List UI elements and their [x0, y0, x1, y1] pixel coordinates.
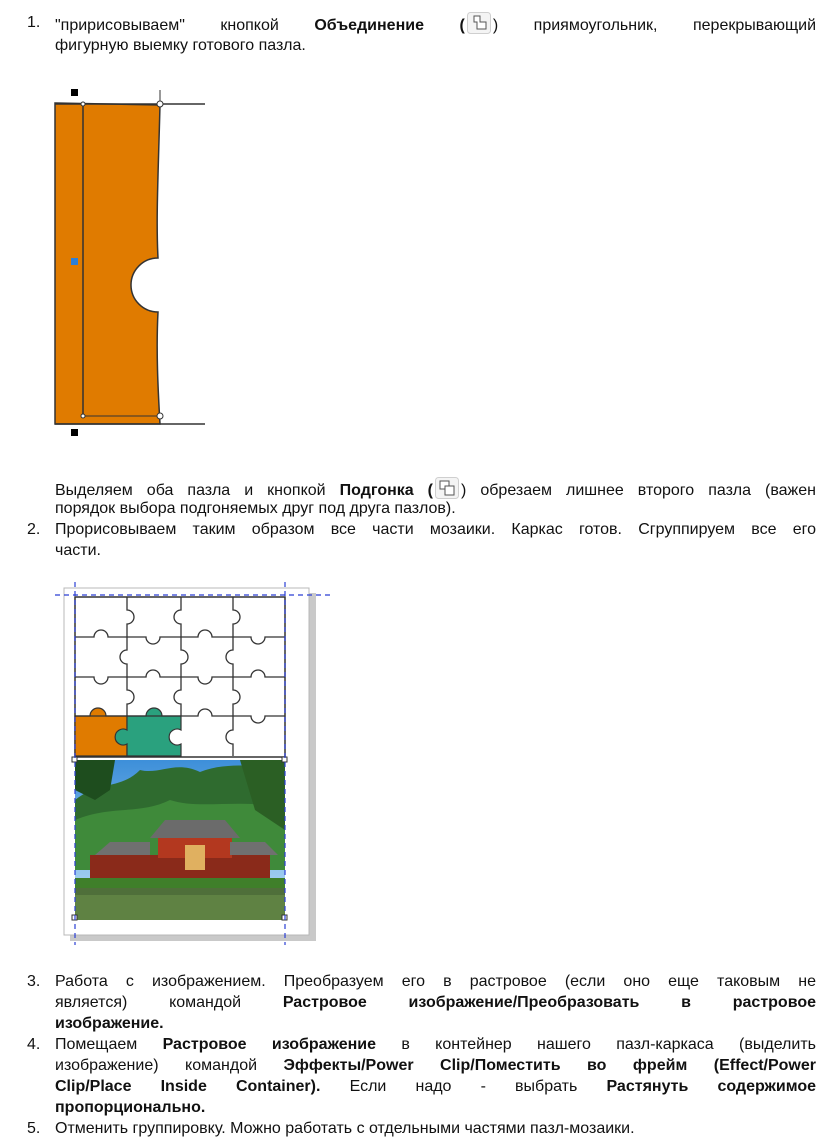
list-number-2: 2. [27, 521, 41, 538]
item1-line1: "пририсовываем" кнопкой Объединение ( ) приямоугольник, перекрывающий [55, 12, 816, 36]
orange-puzzle-piece [55, 103, 160, 424]
item4-line3: Clip/Place Inside Container). Если надо - выбрать Растянуть содержимое [55, 1078, 816, 1095]
trim-icon [435, 477, 459, 499]
temple-photo [75, 760, 285, 920]
selection-handle-bottom [71, 429, 78, 436]
selection-handle-top [71, 89, 78, 96]
list-number-1: 1. [27, 14, 41, 31]
fit-line2: порядок выбора подгоняемых друг под друга пазлов). [55, 500, 456, 517]
fit-line1: Выделяем оба пазла и кнопкой Подгонка ( ) обрезаем лишнее второго пазла (важен [55, 477, 816, 501]
list-number-5: 5. [27, 1120, 41, 1137]
item4-line1: Помещаем Растровое изображение в контейнер нашего пазл-каркаса (выделить [55, 1036, 816, 1053]
selection-handle-mid [71, 258, 78, 265]
item3-line1: Работа с изображением. Преобразуем его в растровое (если оно еще таковым не [55, 973, 816, 990]
item4-line2: изображение) командой Эффекты/Power Clip/Поместить во фрейм (Effect/Power [55, 1057, 816, 1074]
combine-icon [467, 12, 491, 34]
item5-line1: Отменить группировку. Можно работать с отдельными частями пазл-мозаики. [55, 1120, 635, 1137]
puzzle-mosaic-figure [50, 580, 340, 945]
item3-line2: является) командой Растровое изображение/Преобразовать в растровое [55, 994, 816, 1011]
item2-line2: части. [55, 542, 101, 559]
item2-line1: Прорисовываем таким образом все части мозаики. Каркас готов. Сгруппируем все его [55, 521, 816, 538]
item4-line4: пропорционально. [55, 1099, 206, 1116]
item1-line2: фигурную выемку готового пазла. [55, 37, 306, 54]
item3-line3: изображение. [55, 1015, 164, 1032]
puzzle-piece-figure [52, 86, 212, 442]
list-number-3: 3. [27, 973, 41, 990]
list-number-4: 4. [27, 1036, 41, 1053]
